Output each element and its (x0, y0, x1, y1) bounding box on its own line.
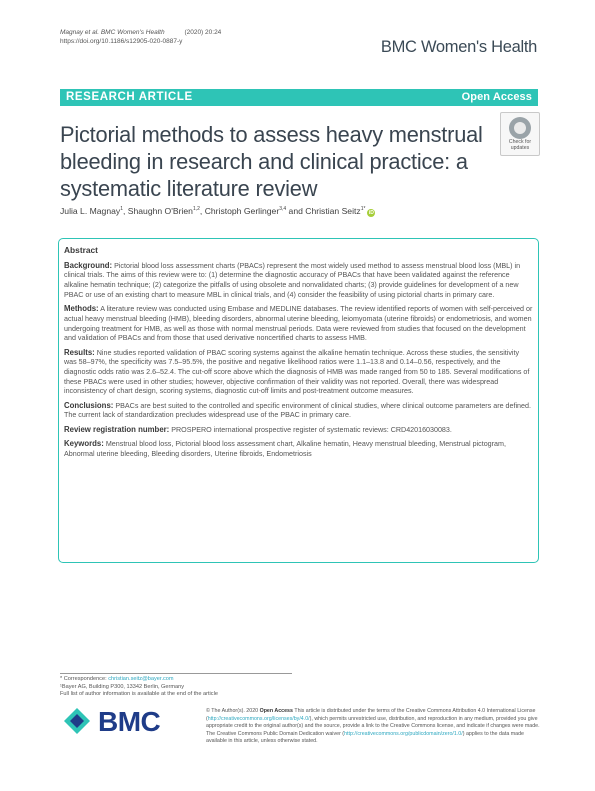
citation-line (60, 28, 221, 37)
abstract-conclusions (64, 401, 533, 421)
abstract-results (64, 348, 533, 398)
correspondence-email-link[interactable]: christian.seitz@bayer.com (108, 676, 174, 682)
author-affiliation: 1* (360, 206, 366, 213)
abstract-heading: Abstract (64, 245, 98, 255)
section-text: PROSPERO international prospective register of systematic reviews: CRD42016030083. (171, 425, 452, 434)
section-label: Background: (64, 260, 113, 270)
correspondence-footnote (60, 673, 292, 699)
author-list (60, 206, 375, 217)
author-name: Shaughn O'Brien (127, 206, 193, 216)
section-label: Keywords: (64, 438, 104, 448)
section-text: Menstrual blood loss, Pictorial blood loss assessment chart, Alkaline hematin, Heavy menstrual bleeding, Menstrual pictogram, Abnormal uterine bleeding, Bleeding disorders, Uterine fibroids, Endometriosis (64, 439, 506, 458)
section-text: PBACs are best suited to the controlled and specific environment of clinical studies, where clinical outcome parameters are defined. The current lack of standardization precludes widespread use of the PBAC in primary care. (64, 401, 531, 420)
abstract-registration (64, 425, 533, 436)
article-meta (60, 28, 221, 46)
abstract-keywords (64, 439, 533, 459)
license-part-4: ) applies to the data made available in this article, unless otherwise stated. (206, 730, 524, 745)
license-copyright: © The Author(s). 2020 (206, 708, 260, 714)
abstract-background (64, 261, 533, 301)
author-affiliation: 1,2 (192, 206, 200, 213)
correspondence-line (60, 676, 292, 684)
section-text: A literature review was conducted using Embase and MEDLINE databases. The review identified reports of women with self-perceived or actual heavy menstrual bleeding (HMB), bleeding disorders, abnormal uterine bleeding, leiomyomata (uterine fibroids) or endometriosis, and women undergoing treatment for HMB, as well as those with normal menstrual periods. Data were reviewed from studies that focused on the development and validation of PBACs and from those that used derivative noncertified charts to assess HMB. (64, 305, 533, 343)
article-type: RESEARCH ARTICLE (66, 91, 193, 103)
updates-line-2: updates (510, 144, 530, 151)
correspondence-prefix: * Correspondence: (60, 676, 109, 682)
journal-name: BMC Women's Health (380, 38, 537, 56)
author-separator: , (199, 206, 205, 216)
abstract-methods (64, 304, 533, 344)
doi-link[interactable]: https://doi.org/10.1186/s12905-020-0887-y (60, 38, 183, 45)
open-access-label: Open Access (461, 91, 532, 103)
author-affiliation: 1 (120, 206, 123, 213)
citation-authors: Magnay et al. BMC Women's Health (60, 29, 165, 36)
article-title: Pictorial methods to assess heavy menstrual bleeding in research and clinical practice: a systematic literature review (60, 122, 483, 201)
check-for-updates-icon (509, 117, 531, 139)
author-name: Christoph Gerlinger (204, 206, 280, 216)
section-label: Results: (64, 347, 95, 357)
author-name: Julia L. Magnay (60, 206, 121, 216)
author-name: Christian Seitz (305, 206, 361, 216)
license-link-by[interactable]: http://creativecommons.org/licenses/by/4.0/ (207, 715, 310, 722)
updates-line-1: Check for (508, 139, 532, 145)
author-separator: , (122, 206, 128, 216)
section-text: Nine studies reported validation of PBAC scoring systems against the alkaline hematin technique. Across these studies, the sensitivity was 58–97%, the specificity was 7.5–95.5%, the positive and negative likelihood ratios were 1.1–13.8 and 0.14–0.56, respectively, and the diagnostic odds ratio was 2.6–52.4. The cut-off score above which the diagnosis of HMB was made ranged from 50 to 185. Several modifications of these PBACs were used in other studies; however, objective confirmation of their validity was not reported. Overall, there was widespread inconsistency of chart design, scoring systems, diagnostic cut-off limits and post-treatment outcome measures. (64, 348, 530, 396)
article-type-banner (60, 89, 538, 106)
citation-year-volume: (2020) 20:24 (184, 29, 222, 36)
section-label: Conclusions: (64, 400, 114, 410)
license-part-2: This article is distributed under the terms of the Creative Commons Attribution 4.0 International License ( (206, 708, 536, 722)
license-part-3: ), which permits unrestricted use, distribution, and reproduction in any medium, provided you give appropriate credit to the original author(s) and the source, provide a link to the Creative Commons license, and indicate if changes were made. The Creative Commons Public Domain Dedication waiver ( (206, 715, 540, 737)
abstract-box (58, 238, 539, 563)
section-label: Methods: (64, 304, 99, 314)
section-label: Review registration number: (64, 424, 170, 434)
affiliation-line: ¹Bayer AG, Building P300, 13342 Berlin, Germany (60, 683, 185, 690)
author-info-note: Full list of author information is available at the end of the article (60, 691, 218, 698)
publisher-logo-text: BMC (98, 706, 161, 737)
author-separator: and (286, 206, 306, 216)
orcid-icon[interactable]: iD (368, 210, 374, 216)
check-for-updates-badge[interactable] (500, 112, 540, 156)
author-affiliation: 3,4 (279, 206, 287, 213)
section-text: Pictorial blood loss assessment charts (PBACs) represent the most widely used method to assess menstrual blood loss (MBL) in clinical trials. The aims of this review were to: (1) determine the diagnostic accuracy of PBACs that have been validated against the reference alkaline hematin technique; (2) categorize the pitfalls of using obsolete and nonvalidated charts; (3) provide guidelines for development of a new PBAC or use of an existing chart to measure MBL in clinical trials, and (4) consider the feasibility of using pictorial charts in primary care. (64, 261, 521, 299)
license-link-zero[interactable]: http://creativecommons.org/publicdomain/zero/1.0/ (344, 730, 463, 737)
license-text (206, 708, 546, 746)
license-open-access: Open Access (259, 708, 293, 714)
